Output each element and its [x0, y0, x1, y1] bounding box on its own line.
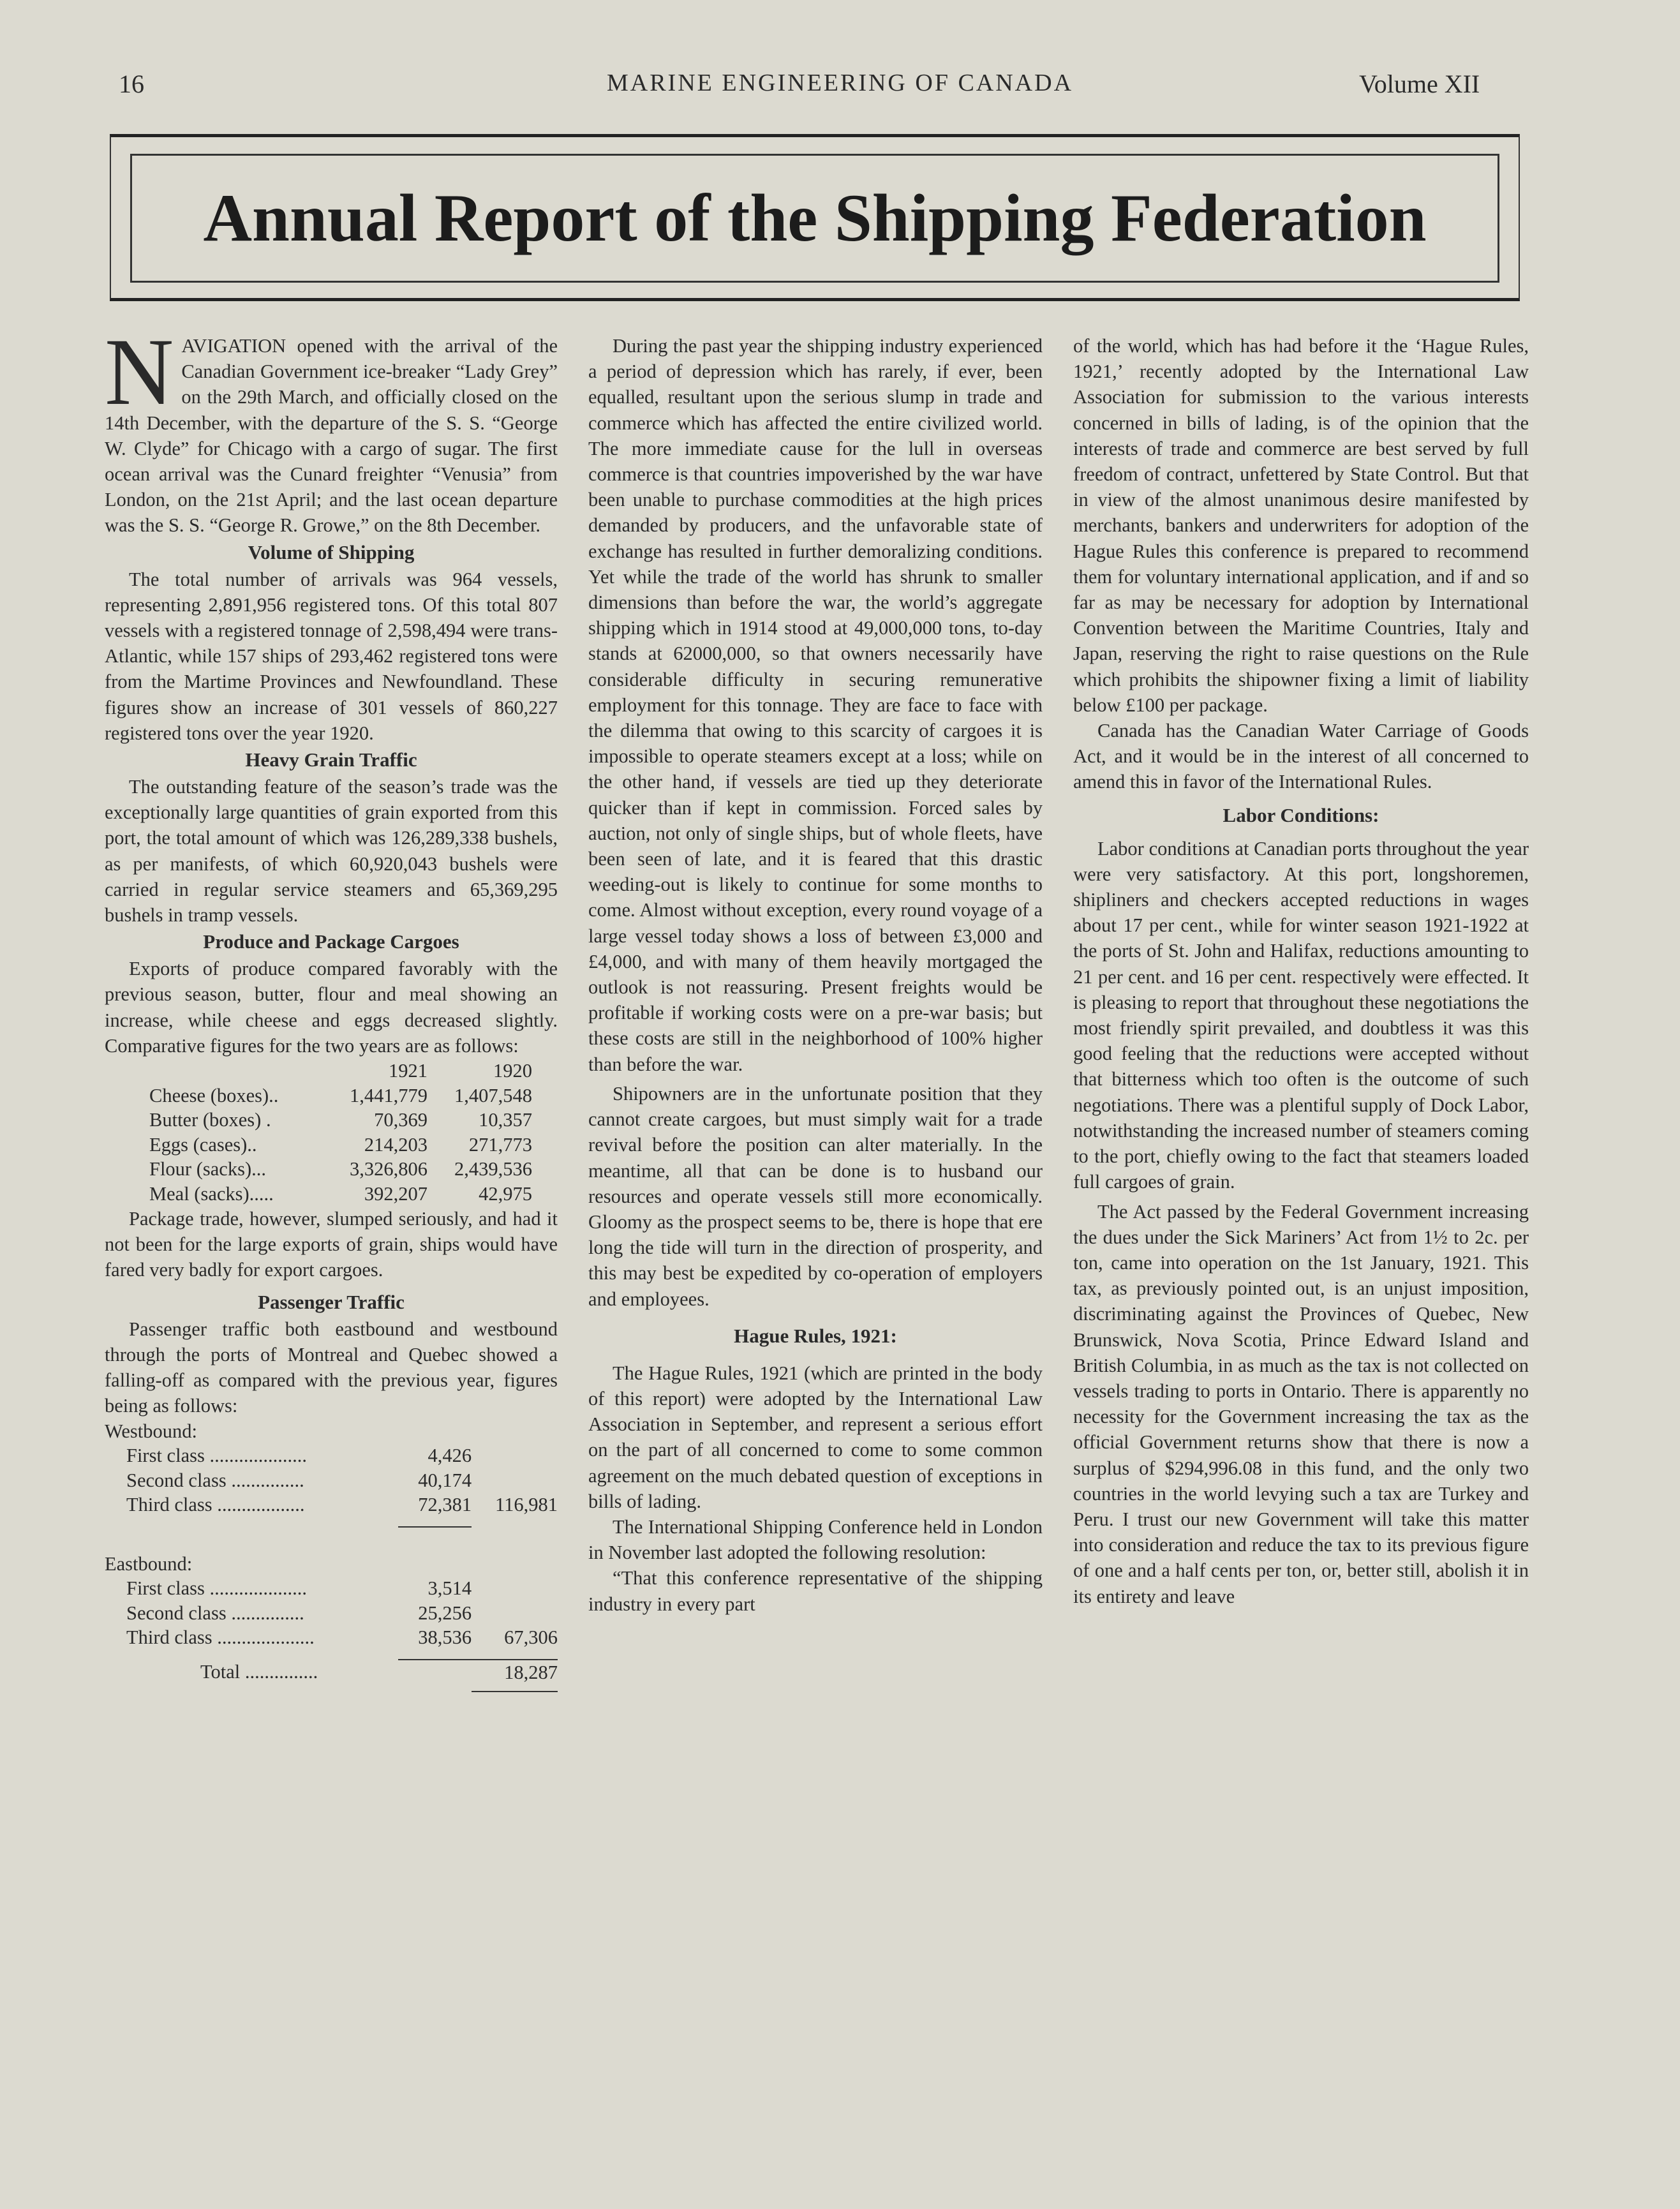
paragraph-conference: The International Shipping Conference held in London in November last adopted the following resolution:	[588, 1515, 1043, 1564]
value-1921: 70,369	[374, 1109, 428, 1131]
table-row	[105, 1443, 558, 1468]
total-row	[105, 1660, 558, 1685]
divider	[472, 1685, 558, 1692]
column-2	[588, 333, 1043, 1617]
row-label: Cheese (boxes)..	[149, 1084, 279, 1106]
volume-label: Volume XII	[1359, 70, 1480, 98]
intro-paragraph	[105, 319, 558, 539]
heading-produce-package: Produce and Package Cargoes	[203, 930, 459, 953]
paragraph-volume: The total number of arrivals was 964 vessels, representing 2,891,956 registered tons. Of this total 807 vessels with a registered tonnage of 2,598,494 were trans-Atlantic, while 157 ships of 293,462 registered tons were from the Martime Provinces and Newfoundland. These figures show an increase of 301 vessels of 860,227 registered tons over the year 1920.	[105, 568, 558, 744]
rule-row	[105, 1650, 558, 1660]
paragraph-depression: During the past year the shipping industry experienced a period of depression which has rarely, if ever, been equalled, resultant upon the serious slump in trade and commerce which has affected the entire civilized world. The more immediate cause for the lull in overseas commerce is that countries impoverished by the war have been unable to purchase commodities at the high prices demanded by producers, and the unfavorable state of exchange has resulted in further demoralizing conditions. Yet while the trade of the world has shrunk to smaller dimensions than before the war, the world’s aggregate shipping which in 1914 stood at 49,000,000 tons, to-day stands at 62000,000, so that owners necessarily have considerable difficulty in securing remunerative employment for this tonnage. They are face to face with the dilemma that owing to this scarcity of cargoes it is impossible to operate steamers except at a loss; while on the other hand, if vessels are tied up they deteriorate quicker than if kept in commission. Forced sales by auction, not only of single ships, but of whole fleets, have been seen of late, and it is feared that this drastic weeding-out is likely to continue for some months to come. Almost without exception, every round voyage of a large vessel today shows a loss of between £3,000 and £4,000, and with many of them heavily mortgaged the outlook is not reassuring. Present freights would be profitable if working costs were on a pre-war basis; but these costs are still in the neighborhood of 100% higher than before the war.	[588, 335, 1043, 1075]
class-value: 38,536	[418, 1626, 472, 1648]
spacer-row	[105, 1527, 558, 1552]
table-row	[105, 1625, 558, 1650]
class-label: Third class ..................	[126, 1494, 305, 1515]
westbound-row	[105, 1419, 558, 1444]
class-value: 25,256	[418, 1602, 472, 1624]
heading-heavy-grain-traffic: Heavy Grain Traffic	[245, 748, 417, 771]
class-label: Second class ...............	[126, 1469, 304, 1491]
subtotal	[472, 1443, 558, 1468]
passenger-table	[105, 1419, 558, 1693]
paragraph-shipowners: Shipowners are in the unfortunate position that they cannot create cargoes, but must simply wait for a trade revival before the position can alter materially. In the meantime, all that can be done is to husband our resources and operate vessels still more economically. Gloomy as the prospect seems to be, there is hope that ere long the tide will turn in the direction of prosperity, and this may best be expedited by co-operation of employers and employees.	[588, 1082, 1043, 1310]
intro-text: AVIGATION opened with the arrival of the Canadian Government ice-breaker “Lady Grey” on the 29th March, and officially closed on the 14th December, with the departure of the S. S. “George W. Clyde” for Chicago with a cargo of sugar. The first ocean arrival was the Cunard freighter “Venusia” from London, on the 21st April; and the last ocean departure was the S. S. “George R. Growe,” on the 8th December.	[105, 335, 558, 537]
row-label: Eggs (cases)..	[149, 1133, 257, 1156]
paragraph-passenger: Passenger traffic both eastbound and westbound through the ports of Montreal and Quebec showed a falling-off as compared with the previous year, figures being as follows:	[105, 1318, 558, 1417]
value-1920: 42,975	[479, 1182, 532, 1205]
divider	[398, 1650, 472, 1660]
eastbound-label: Eastbound:	[105, 1552, 193, 1575]
article-title: Annual Report of the Shipping Federation	[203, 181, 1427, 255]
paragraph-hague: The Hague Rules, 1921 (which are printed in the body of this report) were adopted by the International Law Association in September, and represent a serious effort on the part of all concerned to come to some common agreement on the much debated question of exceptions in bills of lading.	[588, 1362, 1043, 1512]
produce-table-header	[149, 1059, 532, 1083]
heading-passenger-traffic: Passenger Traffic	[258, 1290, 405, 1313]
paragraph-grain: The outstanding feature of the season’s trade was the exceptionally large quantities of grain exported from this port, the total amount of which was 126,289,338 bushels, as per manifests, of which 60,920,043 bushels were carried in regular service steamers and 65,369,295 bushels in tramp vessels.	[105, 776, 558, 926]
value-1920: 271,773	[468, 1133, 532, 1156]
class-value: 40,174	[418, 1469, 472, 1491]
paragraph-sick-mariners: The Act passed by the Federal Government increasing the dues under the Sick Mariners’ Act from 1½ to 2c. per ton, came into operation on the 1st January, 1921. This tax, as previously pointed out, is an unjust imposition, discriminating against the Provinces of Quebec, New Brunswick, Nova Scotia, Prince Edward Island and British Columbia, in as much as the tax is not collected on vessels trading to ports in Ontario. There is apparently no necessity for the Government increasing the tax as the official Government returns show that there is now a surplus of $294,996.08 in this fund, and the only two countries in the world levying such a tax are Turkey and Peru. I trust our new Government will take this matter into consideration and reduce the tax to its previous figure of one and a half cents per ton, or, better still, abolish it in its entirety and leave	[1073, 1200, 1529, 1607]
table-row	[105, 1601, 558, 1626]
divider	[472, 1650, 558, 1660]
value-1921: 392,207	[364, 1182, 428, 1205]
journal-title: MARINE ENGINEERING OF CANADA	[606, 70, 1074, 96]
class-label: First class ....................	[126, 1577, 307, 1599]
total-label: Total ...............	[200, 1661, 318, 1683]
eastbound-row	[105, 1552, 558, 1577]
subtotal	[472, 1468, 558, 1493]
heading-volume-of-shipping: Volume of Shipping	[248, 540, 415, 563]
table-row	[149, 1108, 532, 1133]
table-row	[149, 1133, 532, 1157]
paragraph-produce: Exports of produce compared favorably with the previous season, butter, flour and meal showing an increase, while cheese and eggs decreased slightly. Comparative figures for the two years are as follows:	[105, 958, 558, 1057]
heading-labor-conditions: Labor Conditions:	[1223, 803, 1379, 826]
table-row	[105, 1576, 558, 1601]
column-3	[1073, 333, 1529, 1609]
subtotal: 116,981	[495, 1494, 558, 1515]
rule-row	[105, 1517, 558, 1527]
col-header-1920: 1920	[493, 1060, 532, 1082]
paragraph-resolution: “That this conference representative of the shipping industry in every part	[588, 1567, 1043, 1615]
drop-cap: N	[105, 319, 174, 425]
heading-hague-rules: Hague Rules, 1921:	[734, 1324, 897, 1347]
title-inner-frame	[130, 154, 1499, 283]
table-row	[149, 1157, 532, 1182]
paragraph-labor: Labor conditions at Canadian ports throughout the year were very satisfactory. At this port, longshoremen, shipliners and checkers accepted reductions in wages about 17 per cent., while for winter season 1921-1922 at the ports of St. John and Halifax, reductions amounting to 21 per cent. and 16 per cent. respectively were effected. It is pleasing to report that throughout these negotiations the most friendly spirit prevailed, and doubtless it was this good feeling that the reductions were accepted without that bitterness which too often is the outcome of such negotiations. There was a plentiful supply of Dock Labor, notwithstanding the increased number of steamers coming to the port, chiefly owing to the fact that steamers loaded full cargoes of grain.	[1073, 837, 1529, 1193]
value-1920: 1,407,548	[454, 1084, 532, 1106]
class-value: 4,426	[427, 1445, 472, 1466]
table-row	[105, 1492, 558, 1517]
value-1921: 214,203	[364, 1133, 428, 1156]
table-row	[105, 1468, 558, 1493]
class-label: First class ....................	[126, 1445, 307, 1466]
class-value: 3,514	[427, 1577, 472, 1599]
subtotal	[472, 1576, 558, 1601]
value-1921: 3,326,806	[350, 1158, 428, 1180]
rule-row	[105, 1685, 558, 1692]
value-1920: 2,439,536	[454, 1158, 532, 1180]
title-frame	[110, 134, 1520, 301]
subtotal	[472, 1601, 558, 1626]
total-value: 18,287	[504, 1661, 558, 1683]
value-1920: 10,357	[479, 1109, 532, 1131]
row-label: Butter (boxes) .	[149, 1109, 271, 1131]
paragraph-water-carriage: Canada has the Canadian Water Carriage of Goods Act, and it would be in the interest of all concerned to amend this in favor of the International Rules.	[1073, 720, 1529, 793]
page-number: 16	[119, 70, 144, 98]
value-1921: 1,441,779	[350, 1084, 428, 1106]
divider	[398, 1517, 472, 1527]
table-row	[149, 1083, 532, 1108]
row-label: Meal (sacks).....	[149, 1182, 274, 1205]
row-label: Flour (sacks)...	[149, 1158, 266, 1180]
class-label: Second class ...............	[126, 1602, 304, 1624]
class-value: 72,381	[418, 1494, 472, 1515]
produce-table	[149, 1059, 532, 1206]
paragraph-package: Package trade, however, slumped seriously, and had it not been for the large exports of grain, ships would have fared very badly for export cargoes.	[105, 1208, 558, 1281]
class-label: Third class ....................	[126, 1626, 315, 1648]
westbound-label: Westbound:	[105, 1420, 197, 1442]
column-1	[105, 319, 558, 1692]
paragraph-resolution-cont: of the world, which has had before it the ‘Hague Rules, 1921,’ recently adopted by the International Law Association for submission to the various interests concerned in bills of lading, is of the opinion that the interests of trade and commerce are best served by full freedom of contract, unfettered by State Control. But that in view of the almost unanimous desire manifested by merchants, bankers and underwriters for adoption of the Hague Rules this conference is prepared to recommend them for voluntary international application, and if and so far as may be necessary for adoption by International Convention between the Maritime Countries, Italy and Japan, reserving the right to raise questions on the Rule which prohibits the shipowner fixing a limit of liability below £100 per package.	[1073, 335, 1529, 716]
table-row	[149, 1182, 532, 1207]
col-header-1921: 1921	[389, 1060, 428, 1082]
subtotal: 67,306	[504, 1626, 558, 1648]
